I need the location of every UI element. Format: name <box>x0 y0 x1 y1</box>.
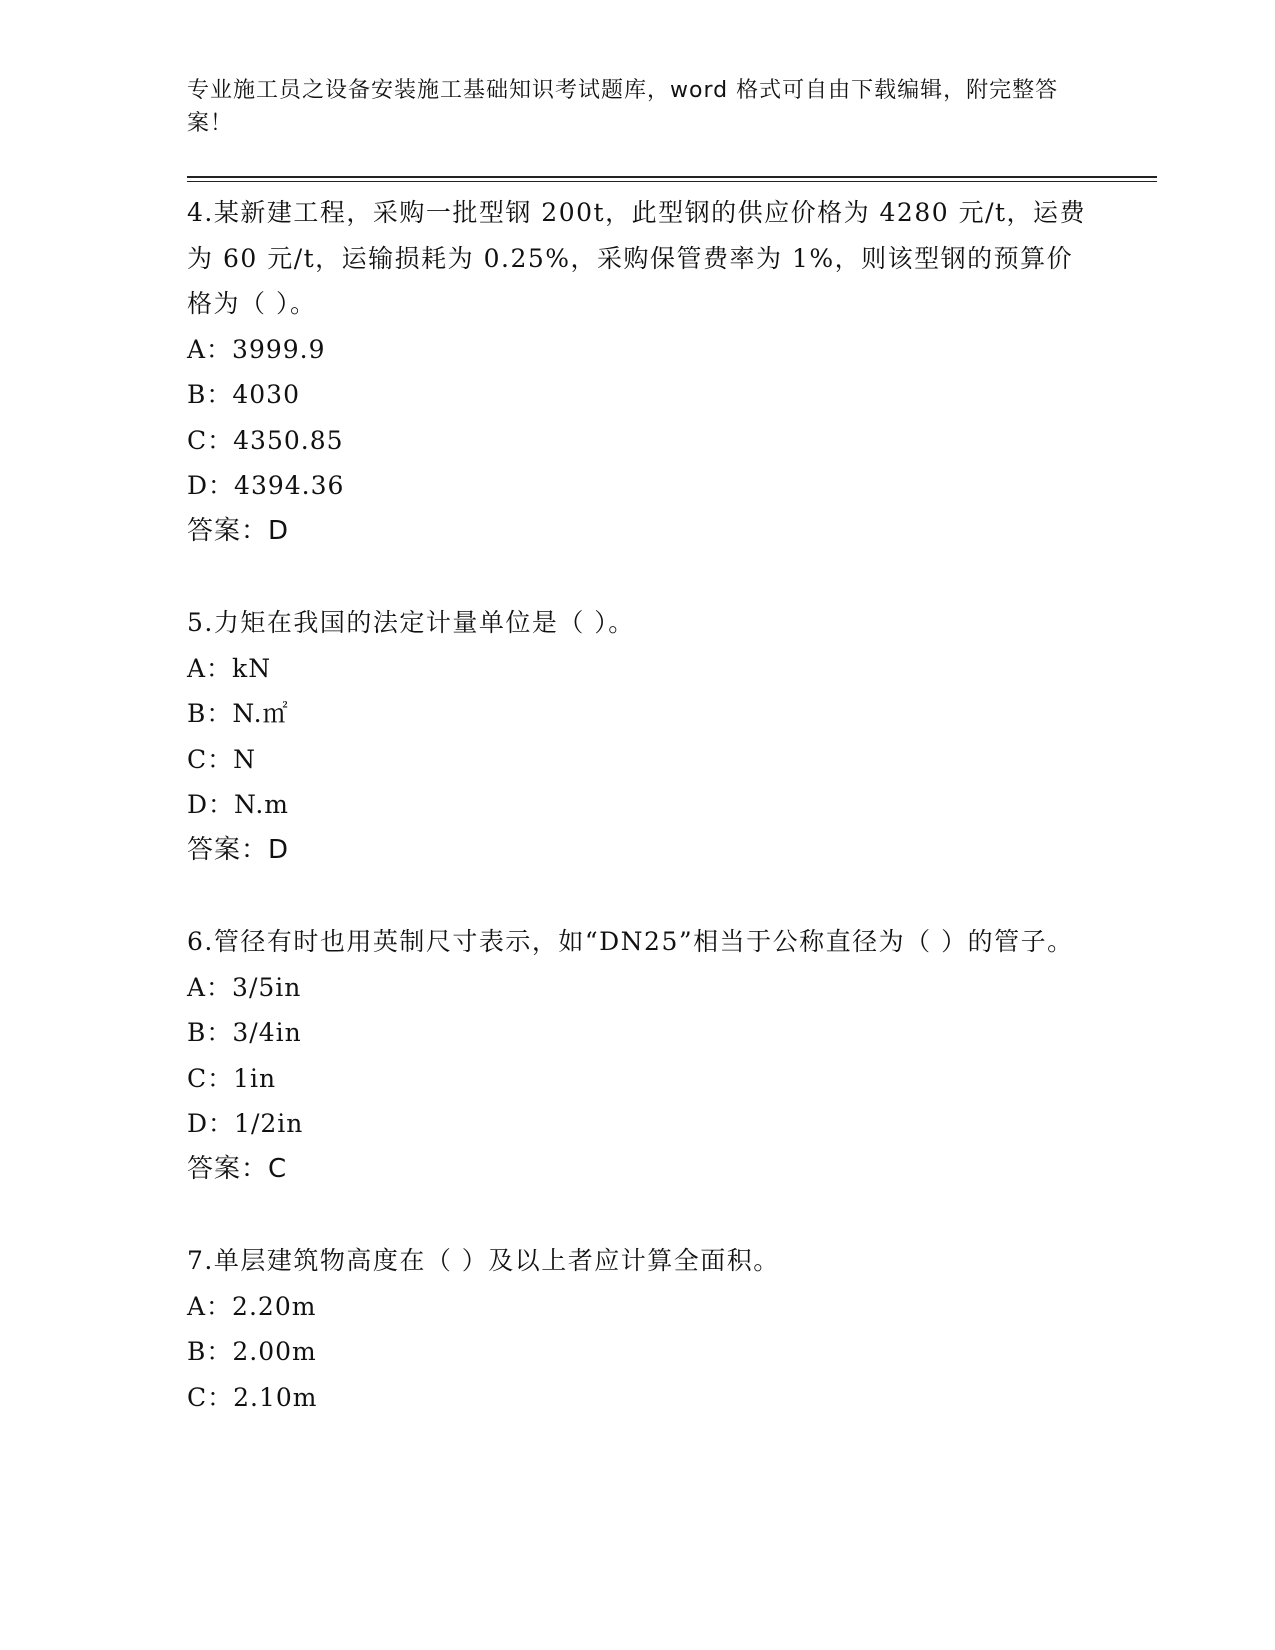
document-header: 专业施工员之设备安装施工基础知识考试题库，word 格式可自由下载编辑，附完整答案！ <box>187 78 1059 136</box>
header-rule-thick <box>187 176 1157 178</box>
option-b: B：2.00m <box>187 1337 317 1366</box>
option-c: C：N <box>187 744 257 774</box>
option-d: D：4394.36 <box>187 471 345 500</box>
option-c: C：1in <box>187 1063 277 1093</box>
question-5 <box>187 600 1087 873</box>
question-6 <box>187 919 1087 1192</box>
option-a: A：3/5in <box>187 972 302 1002</box>
question-stem: 6.管径有时也用英制尺寸表示，如“DN25”相当于公称直径为（ ）的管子。 <box>187 927 1074 956</box>
header-rule-thin <box>187 181 1157 182</box>
option-c: C：4350.85 <box>187 425 344 455</box>
question-stem: 5.力矩在我国的法定计量单位是（ ）。 <box>187 608 635 637</box>
answer: 答案：C <box>187 1153 288 1184</box>
option-d: D：1/2in <box>187 1109 304 1138</box>
option-d: D：N.m <box>187 790 289 819</box>
question-list <box>187 190 1087 1466</box>
option-b: B：N.㎡ <box>187 699 289 728</box>
option-b: B：4030 <box>187 380 300 409</box>
option-a: A：3999.9 <box>187 334 326 364</box>
question-stem: 7.单层建筑物高度在（ ）及以上者应计算全面积。 <box>187 1246 780 1275</box>
question-4 <box>187 190 1087 554</box>
question-7 <box>187 1238 1087 1420</box>
question-stem: 4.某新建工程，采购一批型钢 200t，此型钢的供应价格为 4280 元/t，运费为 60 元/t，运输损耗为 0.25%，采购保管费率为 1%，则该型钢的预算价格为（ ）。 <box>187 198 1087 318</box>
answer: 答案：D <box>187 834 290 865</box>
option-c: C：2.10m <box>187 1382 318 1412</box>
answer: 答案：D <box>187 515 290 546</box>
option-a: A：kN <box>187 653 272 683</box>
option-b: B：3/4in <box>187 1018 302 1047</box>
option-a: A：2.20m <box>187 1291 317 1321</box>
